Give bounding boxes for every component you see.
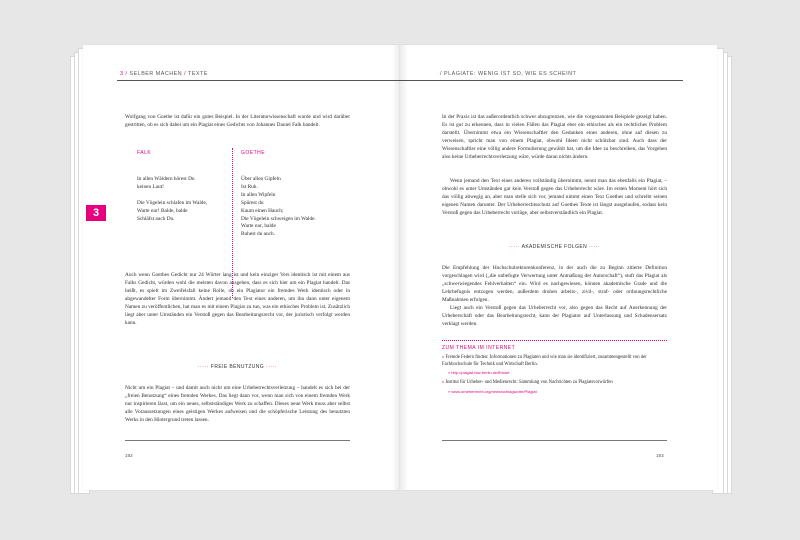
poem-author-goethe: GOETHE [241, 150, 266, 156]
poem-goethe [241, 176, 316, 239]
section-title: AKADEMISCHE FOLGEN [521, 244, 588, 250]
link-description: Fremde Federn finden: Informationen zu Plagiaten und wie man sie identifiziert, zusammengestellt von der Fachhochschule für Technik und Wirtschaft Berlin. [442, 355, 647, 367]
links-title: ZUM THEMA IM INTERNET [442, 345, 516, 351]
right-running-header [440, 71, 576, 77]
header-section: PLAGIATE: WENIG IST SO, WIE ES SCHEINT [444, 71, 577, 77]
header-rule [400, 80, 683, 81]
page-number-right: 193 [656, 453, 664, 458]
heading-dots: ····· [197, 364, 210, 370]
poem-line: In allen Wipfeln [241, 191, 276, 198]
poem-line: Über allen Gipfeln [241, 176, 281, 182]
poem-line: In allen Wäldern hörest Du [137, 176, 195, 182]
heading-dots: ····· [588, 244, 601, 250]
link-url[interactable]: » www.urheberrecht.org/news/schlagworte/Plagiat [448, 389, 537, 394]
arrow-icon: » [442, 380, 446, 385]
poem-line: Warte nur, balde [241, 223, 276, 230]
link-item [442, 354, 667, 368]
chapter-tab: 3 [86, 205, 106, 221]
poem-line: Kaum einen Hauch; [241, 207, 284, 214]
left-running-header [120, 71, 208, 77]
poem-line: keinen Laut! [137, 183, 164, 190]
poem-author-falk: FALK [137, 150, 152, 156]
header-section: SELBER MACHEN [129, 71, 183, 77]
poem-line: Ist Ruh. [241, 183, 258, 190]
header-slash: / [184, 71, 187, 77]
page-number-left: 192 [125, 453, 133, 458]
poem-line: Die Vögelein schlafen im Walde, [137, 199, 208, 206]
link-url[interactable]: » http://plagiat.htw-berlin.de/ff/start [448, 370, 510, 375]
poem-line: Schläfst auch Du. [137, 215, 175, 222]
poem-line: Ruhest du auch. [241, 231, 275, 238]
section-heading-freie-benutzung [125, 364, 350, 370]
poem-line: Die Vögelein schweigen im Walde. [241, 215, 316, 222]
section-heading-akademische-folgen [442, 244, 667, 250]
poem-falk [137, 176, 207, 223]
footer-rule [125, 440, 350, 441]
chapter-number: 3 [120, 71, 124, 77]
poem-line: Warte nur! Balde, balde [137, 207, 188, 214]
header-slash: / [440, 71, 442, 77]
left-page [83, 45, 400, 490]
right-page [400, 45, 717, 490]
paragraph-3: Die Empfehlung der Hochschulrektorenkonferenz, in der auch die zu Beginn zitierte Definition vorgeschlagen wird („die unbefugte Verwertung unter Anmaßung der Autorschaft“), stuft das Plagiat als „schwerwiegendes Fehlverhalten“ ein. Wird es nachgewiesen, können akademische Grade und die Lehrbefugnis entzogen werden, außerdem drohen arbeits-, zivil-, straf- oder ordnungsrechtliche Maßnahmen erfolgen. [442, 265, 667, 304]
paragraph-3: Nicht um ein Plagiat – und damit auch nicht um eine Urheberrechtsverletzung – handelt es sich bei der „freien Benutzung“ eines fremden Werkes. Das liegt dann vor, wenn man sich von einem fremden Werk nur inspirieren lässt, um ein neues, selbstständiges Werk zu schaffen. Dieses neue Werk muss aber selbst alle Voraussetzungen eines geistigen Werkes aufweisen und die schöpferische Leistung des benutzten Werks in den Hintergrund treten lassen. [125, 385, 350, 424]
header-slash: / [125, 71, 128, 77]
poem-blank-line [137, 192, 207, 200]
paragraph-2: Auch wenn Goethes Gedicht nur 24 Wörter lang ist und kein einziger Vers identisch ist mit einem aus Falks Gedicht, würden wohl die meisten davon ausgehen, dass es sich hier um ein Plagiat handelt. Das heißt, es spielt im Zweifelsfall keine Rolle, ob ein Plagiator ein fremdes Werk identisch oder in abgewandelter Form übernimmt. Ändert jemand den Text eines anderen, um ihn dann unter eigenem Namen zu veröffentlichen, hat man es mit einem Plagiat zu tun, was ein ethisches Problem ist. Zusätzlich liegt aber unter Umständen ein Verstoß gegen das Bearbeitungsrecht vor, der juristisch verfolgt werden kann. [125, 272, 350, 327]
poem-line: Spürest du [241, 199, 264, 206]
footer-rule [442, 440, 667, 441]
arrow-icon: » [442, 355, 446, 360]
header-subsection: TEXTE [188, 71, 208, 77]
paragraph-2: Wenn jemand den Text eines anderen vollständig übernimmt, nennt man das ebenfalls ein Plagiat, – obwohl es unter Umständen gar kein Verstoß gegen das Urheberrecht wäre. Im ersten Moment hört sich das völlig abwegig an, aber man stelle sich vor, jemand nimmt einen Text Goethes und schreibt seinen eigenen Namen darunter. Der Urheberrechtsschutz auf Goethes Texte ist längst ausgelaufen, sodass kein Verstoß gegen das Urheberrecht vorläge, aber selbstverständlich ein Plagiat. [442, 178, 667, 217]
section-title: FREIE BENUTZUNG [210, 364, 265, 370]
paragraph-1: In der Praxis ist das außerordentlich schwer abzugrenzen, wie die vorgenannten Beispiele gezeigt haben. Es ist gut zu erkennen, dass in vielen Fällen das Plagiat eher ein ethisches als ein rechtliches Problem darstellt. Übernimmt etwa ein Wissenschaftler den Gedanken eines anderen, ohne auf diesen zu verweisen, spricht man von einem Plagiat, obwohl Ideen nicht schützbar sind. Auch dass der Wissenschaftler eine völlig andere Formulierung gewählt hat, um die Idee zu beschreiben, das Vorgehen also keine Urheberrechtsverletzung wäre, würde daran nichts ändern. [442, 114, 667, 161]
link-description: Institut für Urheber- und Medienrecht: Sammlung von Nachrichten zu Plagiatsvorwürfen [445, 380, 613, 385]
heading-dots: ····· [508, 244, 521, 250]
paragraph-4: Liegt auch ein Verstoß gegen das Urheberrecht vor, also gegen das Recht auf Anerkennung der Urheberschaft oder das Bearbeitungsrecht, kann der Plagiator auf Unterlassung und Schadensersatz verklagt werden. [442, 305, 667, 328]
intro-paragraph: Wolfgang von Goethe ist dafür ein gutes Beispiel. In der Literaturwissenschaft wurde und wird darüber gestritten, ob es sich dabei um ein Plagiat eines Gedichts von Johannes Daniel Falk handelt. [125, 114, 350, 129]
heading-dots: ····· [265, 364, 278, 370]
link-item [442, 379, 667, 386]
links-dotted-rule [442, 340, 667, 341]
header-rule [117, 80, 400, 81]
